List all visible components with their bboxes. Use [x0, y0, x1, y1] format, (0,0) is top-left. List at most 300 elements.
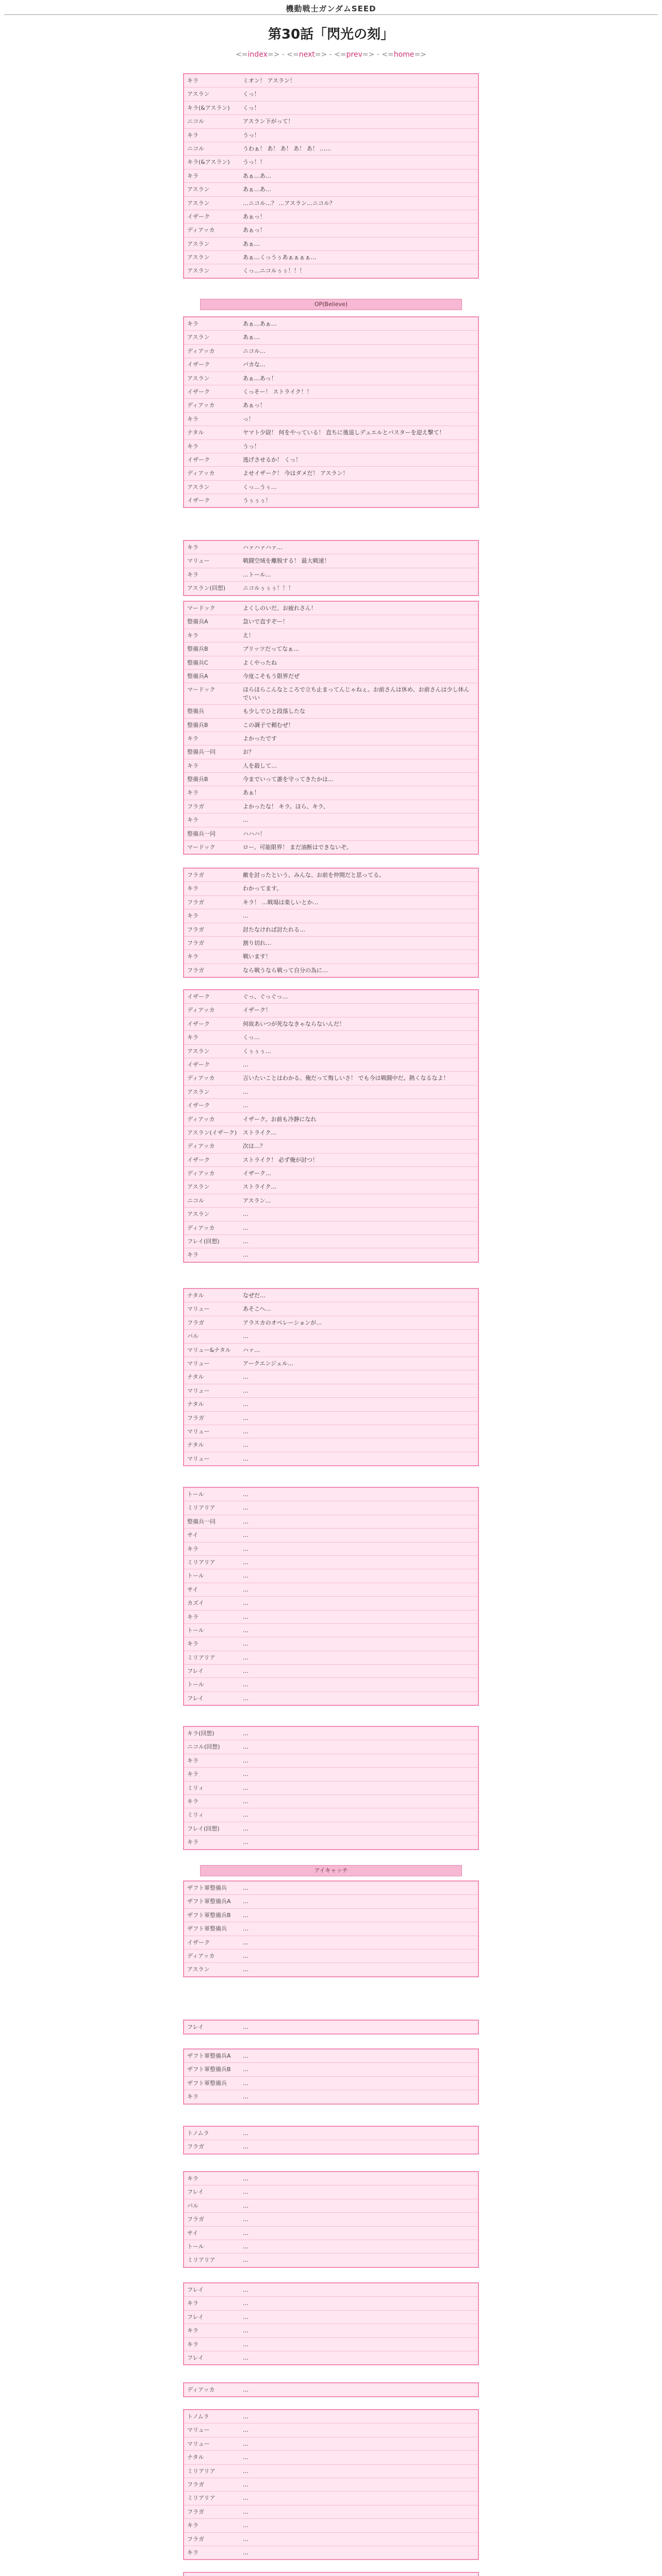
- dialogue-row: [184, 1596, 478, 1609]
- nav-next-link[interactable]: next: [299, 50, 315, 59]
- speaker-name: フレイ: [187, 2286, 204, 2293]
- speaker-name: ミリアリア: [187, 1504, 216, 1512]
- dialogue-row: [184, 2062, 478, 2076]
- speaker-name: キラ: [187, 1613, 198, 1620]
- dialogue-row: [184, 264, 478, 277]
- dialogue-row: [184, 1357, 478, 1370]
- speaker-name: カズイ: [187, 1600, 204, 1607]
- dialogue-line: ストライク…: [243, 1129, 277, 1136]
- dialogue-line: …: [243, 2354, 249, 2361]
- speaker-name: ミリアリア: [187, 2495, 216, 2502]
- dialogue-line: くっ…うぅ…: [243, 483, 277, 490]
- dialogue-block: [183, 540, 479, 596]
- dialogue-line: ストライク…: [243, 1183, 277, 1191]
- speaker-name: キラ: [187, 885, 198, 892]
- speaker-name: トール: [187, 1681, 204, 1688]
- speaker-name: ザフト軍整備兵A: [187, 1898, 231, 1905]
- dialogue-row: [184, 704, 478, 718]
- speaker-name: ディアッカ: [187, 470, 215, 477]
- dialogue-row: [184, 1425, 478, 1438]
- dialogue-line: …: [243, 1211, 249, 1218]
- dialogue-line: アラスカのオペレーションが…: [243, 1319, 322, 1326]
- dialogue-row: [184, 2505, 478, 2518]
- dialogue-line: ぐっ、ぐっぐっ…: [243, 993, 288, 1000]
- dialogue-line: …: [243, 2495, 249, 2502]
- dialogue-row: [184, 1835, 478, 1849]
- speaker-name: フラガ: [187, 872, 204, 878]
- dialogue-line: っ！: [243, 415, 254, 422]
- speaker-name: 整備兵B: [187, 721, 208, 728]
- speaker-name: フラガ: [187, 926, 204, 933]
- dialogue-row: [184, 2546, 478, 2559]
- speaker-name: ディアッカ: [187, 1075, 215, 1082]
- speaker-name: フラガ: [187, 1319, 204, 1326]
- dialogue-block: [183, 1880, 479, 1977]
- speaker-name: マリュー: [187, 2440, 210, 2447]
- dialogue-block: [183, 2020, 479, 2035]
- dialogue-row: [184, 1139, 478, 1153]
- section-header-eyecatch: アイキャッチ: [200, 1865, 462, 1876]
- speaker-name: ディアッカ: [187, 347, 215, 354]
- speaker-name: アスラン: [187, 334, 210, 341]
- dialogue-line: …: [243, 817, 249, 824]
- speaker-name: マリュー: [187, 1360, 210, 1367]
- dialogue-line: よせイザーク！ 今はダメだ！ アスラン！: [243, 470, 349, 477]
- speaker-name: イザーク: [187, 1102, 210, 1109]
- dialogue-block: [183, 73, 479, 279]
- dialogue-block: [183, 1487, 479, 1706]
- nav-prev-link[interactable]: prev: [346, 50, 362, 59]
- speaker-name: キラ: [187, 2300, 198, 2307]
- dialogue-row: [184, 1727, 478, 1740]
- speaker-name: 整備兵B: [187, 646, 208, 653]
- dialogue-row: [184, 2573, 478, 2576]
- dialogue-line: …: [243, 2202, 249, 2209]
- dialogue-line: …: [243, 2243, 249, 2250]
- speaker-name: アスラン: [187, 186, 210, 193]
- dialogue-line: 逃げさせるか！ くっ！: [243, 456, 302, 463]
- speaker-name: イザーク: [187, 361, 210, 368]
- speaker-name: アスラン: [187, 1183, 210, 1191]
- dialogue-row: [184, 1555, 478, 1569]
- dialogue-line: …: [243, 1681, 249, 1688]
- speaker-name: フレイ: [187, 2313, 204, 2320]
- speaker-name: イザーク: [187, 456, 210, 463]
- speaker-name: ザフト軍整備兵: [187, 2079, 227, 2087]
- dialogue-row: [184, 237, 478, 250]
- dialogue-row: [184, 656, 478, 669]
- dialogue-line: …: [243, 1757, 249, 1764]
- dialogue-block: [183, 989, 479, 1263]
- dialogue-line: …: [243, 2229, 249, 2236]
- dialogue-row: [184, 317, 478, 330]
- speaker-name: キラ: [187, 1640, 198, 1648]
- dialogue-row: [184, 1583, 478, 1596]
- dialogue-row: [184, 2226, 478, 2240]
- dialogue-row: [184, 1677, 478, 1691]
- speaker-name: トノムラ: [187, 2413, 209, 2420]
- dialogue-line: …: [243, 2257, 249, 2264]
- dialogue-row: [184, 2324, 478, 2337]
- dialogue-row: [184, 2240, 478, 2253]
- speaker-name: マリュー: [187, 1306, 210, 1313]
- speaker-name: マードック: [187, 844, 216, 851]
- dialogue-row: [184, 466, 478, 480]
- dialogue-line: 何故あいつが死ななきゃならないんだ！: [243, 1020, 345, 1027]
- speaker-name: キラ: [187, 1251, 198, 1259]
- speaker-name: フレイ: [187, 1694, 204, 1702]
- dialogue-line: …: [243, 2066, 249, 2073]
- speaker-name: アスラン: [187, 1211, 210, 1218]
- dialogue-row: [184, 1962, 478, 1976]
- speaker-name: キラ: [187, 789, 198, 796]
- dialogue-line: …: [243, 2286, 249, 2293]
- dialogue-line: …ニコル…？ …アスラン…ニコル？: [243, 199, 336, 207]
- speaker-name: アスラン(回想): [187, 585, 226, 592]
- dialogue-line: …: [243, 1952, 249, 1959]
- dialogue-line: くっ…: [243, 1034, 260, 1041]
- dialogue-row: [184, 2199, 478, 2212]
- dialogue-row: [184, 412, 478, 426]
- dialogue-row: [184, 385, 478, 398]
- dialogue-line: …: [243, 2427, 249, 2434]
- speaker-name: アスラン: [187, 254, 210, 261]
- dialogue-block: [183, 2409, 479, 2560]
- dialogue-line: …: [243, 2093, 249, 2100]
- dialogue-row: [184, 87, 478, 100]
- speaker-name: キラ: [187, 1798, 198, 1805]
- speaker-name: アスラン: [187, 240, 210, 247]
- dialogue-line: …: [243, 1491, 249, 1498]
- dialogue-line: …: [243, 1532, 249, 1539]
- dialogue-row: [184, 1221, 478, 1234]
- speaker-name: イザーク: [187, 213, 210, 220]
- dialogue-block: [183, 2171, 479, 2268]
- dialogue-line: …: [243, 1784, 249, 1791]
- dialogue-block: [183, 2126, 479, 2155]
- speaker-name: フラガ: [187, 1414, 204, 1421]
- dialogue-row: [184, 895, 478, 909]
- dialogue-line: …: [243, 1898, 249, 1905]
- speaker-name: キラ: [187, 912, 198, 920]
- speaker-name: ナタル: [187, 1374, 204, 1381]
- dialogue-line: うっ！: [243, 443, 260, 450]
- dialogue-row: [184, 101, 478, 114]
- dialogue-line: …: [243, 1428, 249, 1435]
- dialogue-row: [184, 827, 478, 840]
- dialogue-line: よくやったね: [243, 659, 277, 666]
- dialogue-line: …: [243, 1743, 249, 1751]
- speaker-name: キラ: [187, 2341, 198, 2348]
- dialogue-line: あぁっ！: [243, 402, 266, 409]
- dialogue-row: [184, 2021, 478, 2033]
- speaker-name: フラガ: [187, 2535, 204, 2543]
- dialogue-row: [184, 1501, 478, 1514]
- speaker-name: キラ: [187, 1757, 198, 1764]
- dialogue-row: [184, 1384, 478, 1397]
- dialogue-row: [184, 1112, 478, 1126]
- dialogue-row: [184, 1808, 478, 1821]
- dialogue-block: [183, 1726, 479, 1850]
- dialogue-line: …: [243, 2143, 249, 2150]
- dialogue-line: ストライク！ 必ず俺が討つ！: [243, 1156, 318, 1163]
- dialogue-line: …: [243, 1911, 249, 1919]
- speaker-name: ザフト軍整備兵B: [187, 1911, 231, 1919]
- dialogue-row: [184, 1767, 478, 1781]
- speaker-name: フラガ: [187, 803, 204, 810]
- dialogue-line: 戦闘空域を離脱する！ 最大戦速！: [243, 557, 330, 565]
- dialogue-row: [184, 2423, 478, 2436]
- dialogue-row: [184, 114, 478, 128]
- dialogue-line: お？: [243, 749, 254, 756]
- speaker-name: フラガ: [187, 967, 204, 974]
- dialogue-line: よかったな！ キラ。ほら、キラ、: [243, 803, 329, 810]
- dialogue-row: [184, 74, 478, 87]
- dialogue-line: …: [243, 2535, 249, 2543]
- dialogue-row: [184, 1569, 478, 1582]
- speaker-name: ディアッカ: [187, 1224, 215, 1231]
- speaker-name: アスラン: [187, 1966, 210, 1973]
- dialogue-line: え！: [243, 632, 254, 639]
- speaker-name: アスラン: [187, 483, 210, 490]
- dialogue-row: [184, 2140, 478, 2153]
- dialogue-line: …: [243, 1088, 249, 1095]
- dialogue-row: [184, 1664, 478, 1677]
- dialogue-line: …: [243, 1626, 249, 1634]
- speaker-name: ミリアリア: [187, 1558, 216, 1566]
- dialogue-row: [184, 1637, 478, 1650]
- dialogue-row: [184, 1343, 478, 1357]
- dialogue-line: …: [243, 2130, 249, 2137]
- dialogue-line: …: [243, 1885, 249, 1891]
- speaker-name: キラ(回想): [187, 1730, 214, 1737]
- speaker-name: キラ: [187, 953, 198, 960]
- dialogue-row: [184, 1166, 478, 1180]
- dialogue-row: [184, 2351, 478, 2364]
- dialogue-row: [184, 2478, 478, 2491]
- dialogue-block: [183, 2048, 479, 2105]
- dialogue-row: [184, 1411, 478, 1425]
- dialogue-line: あぁ…あぁ…: [243, 320, 277, 327]
- dialogue-row: [184, 1922, 478, 1935]
- dialogue-row: [184, 1207, 478, 1221]
- dialogue-row: [184, 1058, 478, 1071]
- speaker-name: イザーク: [187, 1061, 210, 1068]
- dialogue-row: [184, 759, 478, 772]
- dialogue-row: [184, 1794, 478, 1808]
- dialogue-line: 今までいって誰を守ってきたかは…: [243, 776, 334, 783]
- dialogue-line: 戦います！: [243, 953, 271, 960]
- dialogue-line: …: [243, 1414, 249, 1421]
- dialogue-line: くっ！: [243, 104, 260, 111]
- dialogue-row: [184, 786, 478, 799]
- dialogue-line: …: [243, 2549, 249, 2556]
- dialogue-line: よくしのいだ、お疲れさん！: [243, 605, 317, 612]
- dialogue-line: 討たなければ討たれる…: [243, 926, 305, 933]
- speaker-name: サイ: [187, 1532, 198, 1539]
- dialogue-row: [184, 1234, 478, 1248]
- dialogue-line: …: [243, 1839, 249, 1846]
- speaker-name: キラ(&アスラン): [187, 104, 230, 111]
- dialogue-row: [184, 1248, 478, 1261]
- dialogue-row: [184, 1153, 478, 1166]
- dialogue-row: [184, 732, 478, 745]
- speaker-name: フラガ: [187, 2508, 204, 2515]
- speaker-name: バル: [187, 2202, 198, 2209]
- title-divider: [4, 14, 658, 15]
- speaker-name: ニコル(回想): [187, 1743, 220, 1751]
- dialogue-line: …: [243, 1504, 249, 1512]
- dialogue-row: [184, 745, 478, 758]
- dialogue-line: 人を殺して…: [243, 762, 277, 769]
- speaker-name: アスラン: [187, 375, 210, 382]
- dialogue-line: あぁ…: [243, 334, 260, 341]
- dialogue-line: あぁっ！: [243, 213, 266, 220]
- dialogue-row: [184, 453, 478, 466]
- dialogue-row: [184, 2172, 478, 2185]
- dialogue-row: [184, 169, 478, 182]
- dialogue-line: …: [243, 2467, 249, 2475]
- dialogue-row: [184, 1452, 478, 1465]
- speaker-name: キラ: [187, 2549, 198, 2556]
- speaker-name: イザーク: [187, 1020, 210, 1027]
- dialogue-line: …: [243, 912, 249, 920]
- dialogue-row: [184, 1610, 478, 1623]
- dialogue-block: [183, 601, 479, 855]
- speaker-name: フラガ: [187, 939, 204, 946]
- speaker-name: キラ: [187, 1034, 198, 1041]
- speaker-name: キラ: [187, 544, 198, 551]
- dialogue-line: …: [243, 2481, 249, 2488]
- dialogue-row: [184, 800, 478, 813]
- dialogue-line: うっ！: [243, 131, 260, 139]
- dialogue-row: [184, 480, 478, 494]
- dialogue-row: [184, 1126, 478, 1139]
- dialogue-line: も少しでひと段落したな: [243, 708, 305, 715]
- dialogue-line: …: [243, 2053, 249, 2059]
- dialogue-line: …: [243, 1939, 249, 1946]
- dialogue-line: …: [243, 1401, 249, 1408]
- dialogue-line: …: [243, 2189, 249, 2196]
- dialogue-row: [184, 554, 478, 567]
- speaker-name: フラガ: [187, 2216, 204, 2223]
- speaker-name: ナタル: [187, 429, 204, 436]
- dialogue-line: …: [243, 1966, 249, 1973]
- speaker-name: キラ: [187, 571, 198, 578]
- dialogue-row: [184, 2437, 478, 2450]
- dialogue-row: [184, 2383, 478, 2396]
- dialogue-row: [184, 1754, 478, 1767]
- speaker-name: キラ: [187, 2327, 198, 2334]
- dialogue-row: [184, 568, 478, 581]
- dialogue-row: [184, 1515, 478, 1528]
- dialogue-row: [184, 142, 478, 155]
- speaker-name: ミリアリア: [187, 1654, 216, 1661]
- speaker-name: ニコル: [187, 145, 204, 152]
- speaker-name: ミリアリア: [187, 2467, 216, 2475]
- dialogue-row: [184, 1180, 478, 1193]
- speaker-name: フレイ(回想): [187, 1825, 220, 1832]
- dialogue-line: …: [243, 2216, 249, 2223]
- dialogue-row: [184, 1194, 478, 1207]
- speaker-name: ディアッカ: [187, 1952, 215, 1959]
- speaker-name: マリュー: [187, 557, 210, 565]
- dialogue-row: [184, 2049, 478, 2062]
- dialogue-line: あぁ…あ…: [243, 186, 271, 193]
- dialogue-row: [184, 344, 478, 358]
- dialogue-row: [184, 2253, 478, 2266]
- speaker-name: イザーク: [187, 1939, 210, 1946]
- speaker-name: キラ: [187, 131, 198, 139]
- speaker-name: トール: [187, 2243, 204, 2250]
- speaker-name: キラ: [187, 735, 198, 742]
- nav-bar: <=index=> - <=next=> - <=prev=> - <=home=>: [236, 50, 426, 59]
- dialogue-line: …: [243, 1798, 249, 1805]
- dialogue-row: [184, 1397, 478, 1411]
- dialogue-line: ニコルぅぅぅ！！！: [243, 585, 294, 592]
- dialogue-line: アークエンジェル…: [243, 1360, 293, 1367]
- speaker-name: ディアッカ: [187, 2386, 215, 2393]
- nav-home-link[interactable]: home: [393, 50, 415, 59]
- dialogue-row: [184, 1370, 478, 1383]
- dialogue-line: …: [243, 2522, 249, 2529]
- speaker-name: フレイ(回想): [187, 1238, 220, 1245]
- dialogue-line: あそこへ…: [243, 1306, 271, 1313]
- dialogue-line: …トール…: [243, 571, 271, 578]
- speaker-name: キラ: [187, 1545, 198, 1552]
- dialogue-line: うわぁ！ あ！ あ！ あ！ あ！ ……: [243, 145, 332, 152]
- dialogue-line: この調子で頼むぜ！: [243, 721, 294, 728]
- speaker-name: キラ: [187, 2522, 198, 2529]
- speaker-name: ミリィ: [187, 1784, 204, 1791]
- dialogue-row: [184, 1781, 478, 1794]
- dialogue-row: [184, 629, 478, 642]
- dialogue-row: [184, 1044, 478, 1058]
- nav-index-link[interactable]: index: [247, 50, 268, 59]
- dialogue-line: くっそー！ ストライク！！: [243, 388, 312, 395]
- dialogue-row: [184, 196, 478, 210]
- site-title: 機動戦士ガンダムSEED: [286, 4, 376, 13]
- speaker-name: ミリアリア: [187, 2257, 216, 2264]
- dialogue-line: アスラン…: [243, 1197, 271, 1204]
- speaker-name: フレイ: [187, 2354, 204, 2361]
- dialogue-row: [184, 2518, 478, 2532]
- dialogue-block: [183, 2282, 479, 2365]
- dialogue-row: [184, 1289, 478, 1302]
- dialogue-line: …: [243, 1694, 249, 1702]
- dialogue-row: [184, 1329, 478, 1343]
- dialogue-row: [184, 2464, 478, 2478]
- speaker-name: キラ: [187, 172, 198, 179]
- dialogue-line: …: [243, 1654, 249, 1661]
- dialogue-line: ハハハ！: [243, 830, 266, 837]
- dialogue-block: [183, 316, 479, 508]
- dialogue-row: [184, 936, 478, 950]
- dialogue-block: [183, 868, 479, 978]
- dialogue-line: …: [243, 1061, 249, 1068]
- speaker-name: 整備兵C: [187, 659, 208, 666]
- dialogue-line: 割り切れ…: [243, 939, 271, 946]
- dialogue-row: [184, 1542, 478, 1555]
- dialogue-row: [184, 330, 478, 344]
- speaker-name: ニコル: [187, 1197, 204, 1204]
- dialogue-line: …: [243, 1558, 249, 1566]
- dialogue-line: キラ！ …戦場は楽しいとか…: [243, 899, 319, 906]
- speaker-name: キラ: [187, 415, 198, 422]
- dialogue-line: …: [243, 1374, 249, 1381]
- dialogue-row: [184, 683, 478, 704]
- dialogue-line: …: [243, 2024, 249, 2030]
